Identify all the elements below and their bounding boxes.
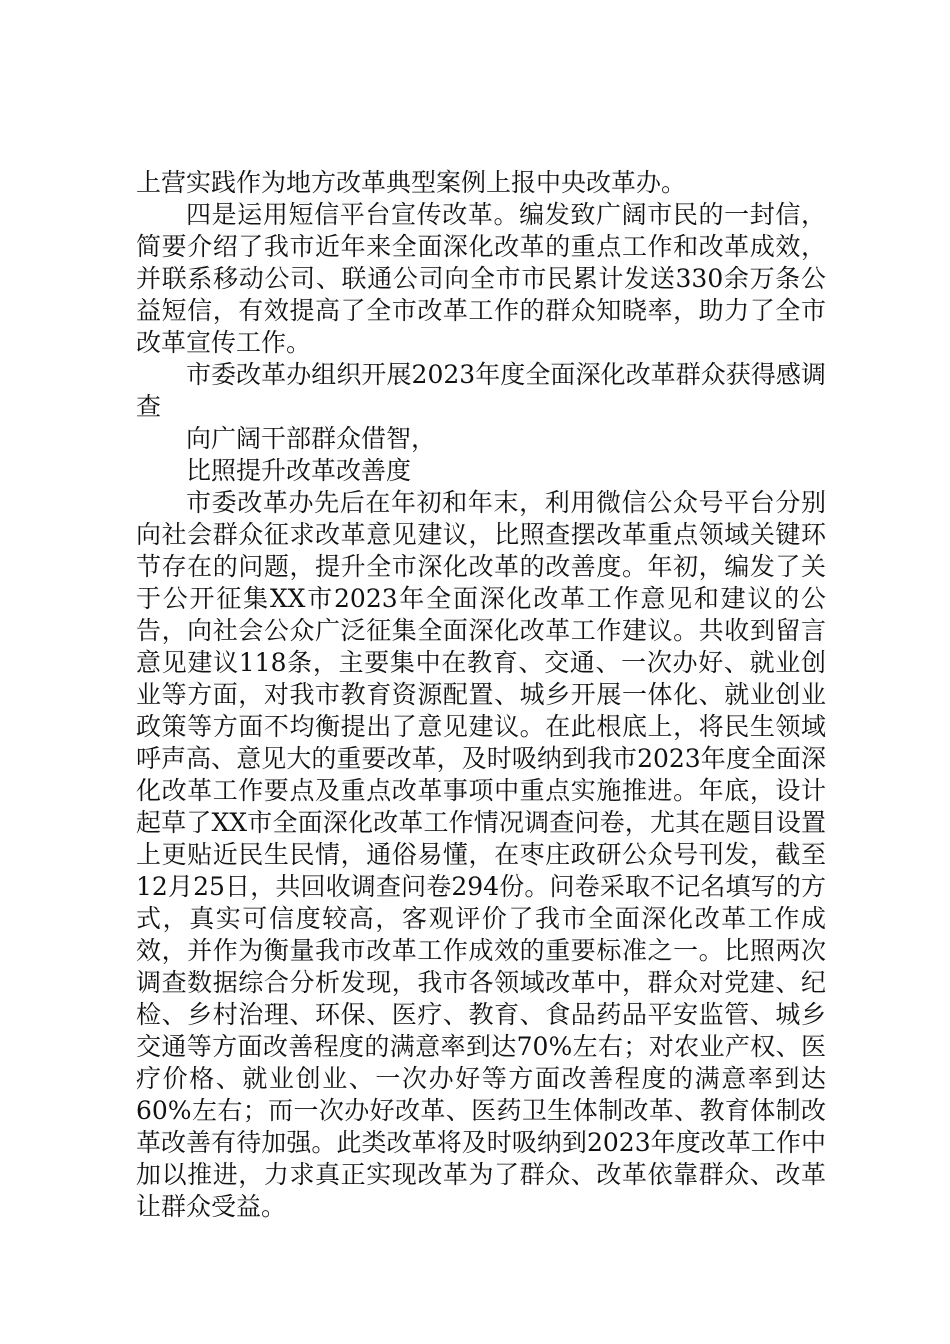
paragraph-survey-details: 市委改革办先后在年初和年末，利用微信公众号平台分别向社会群众征求改革意见建议，比照查摆改革重点领域关键环节存在的问题，提升全市深化改革的改善度。年初，编发了关于公开征集XX市2023年全面深化改革工作意见和建议的公告，向社会公众广泛征集全面深化改革工作建议。共收到留言意见建议118条，主要集中在教育、交通、一次办好、就业创业等方面，对我市教育资源配置、城乡开展一体化、就业创业政策等方面不均衡提出了意见建议。在此根底上，将民生领域呼声高、意见大的重要改革，及时吸纳到我市2023年度全面深化改革工作要点及重点改革事项中重点实施推进。年底，设计起草了XX市全面深化改革工作情况调查问卷，尤其在题目设置上更贴近民生民情，通俗易懂，在枣庄政研公众号刊发，截至12月25日，共回收调查问卷294份。问卷采取不记名填写的方式，真实可信度较高，客观评价了我市全面深化改革工作成效，并作为衡量我市改革工作成效的重要标准之一。比照两次调查数据综合分析发现，我市各领域改革中，群众对党建、纪检、乡村治理、环保、医疗、教育、食品药品平安监管、城乡交通等方面改善程度的满意率到达70%左右；对农业产权、医疗价格、就业创业、一次办好等方面改善程度的满意率到达60%左右；而一次办好改革、医药卫生体制改革、教育体制改革改善有待加强。此类改革将及时吸纳到2023年度改革工作中加以推进，力求真正实现改革为了群众、改革依靠群众、改革让群众受益。 bbox=[136, 488, 826, 1221]
document-body bbox=[136, 167, 826, 1223]
paragraph-continuation: 上营实践作为地方改革典型案例上报中央改革办。 bbox=[136, 168, 687, 197]
subheading-line-1: 向广阔干部群众借智， bbox=[186, 424, 437, 453]
section-heading-survey: 市委改革办组织开展2023年度全面深化改革群众获得感调查 bbox=[136, 360, 826, 421]
paragraph-sms-publicity: 四是运用短信平台宣传改革。编发致广阔市民的一封信，简要介绍了我市近年来全面深化改革的重点工作和改革成效，并联系移动公司、联通公司向全市市民累计发送330余万条公益短信，有效提高了全市改革工作的群众知晓率，助力了全市改革宣传工作。 bbox=[136, 200, 826, 357]
subheading-line-2: 比照提升改革改善度 bbox=[186, 456, 412, 485]
